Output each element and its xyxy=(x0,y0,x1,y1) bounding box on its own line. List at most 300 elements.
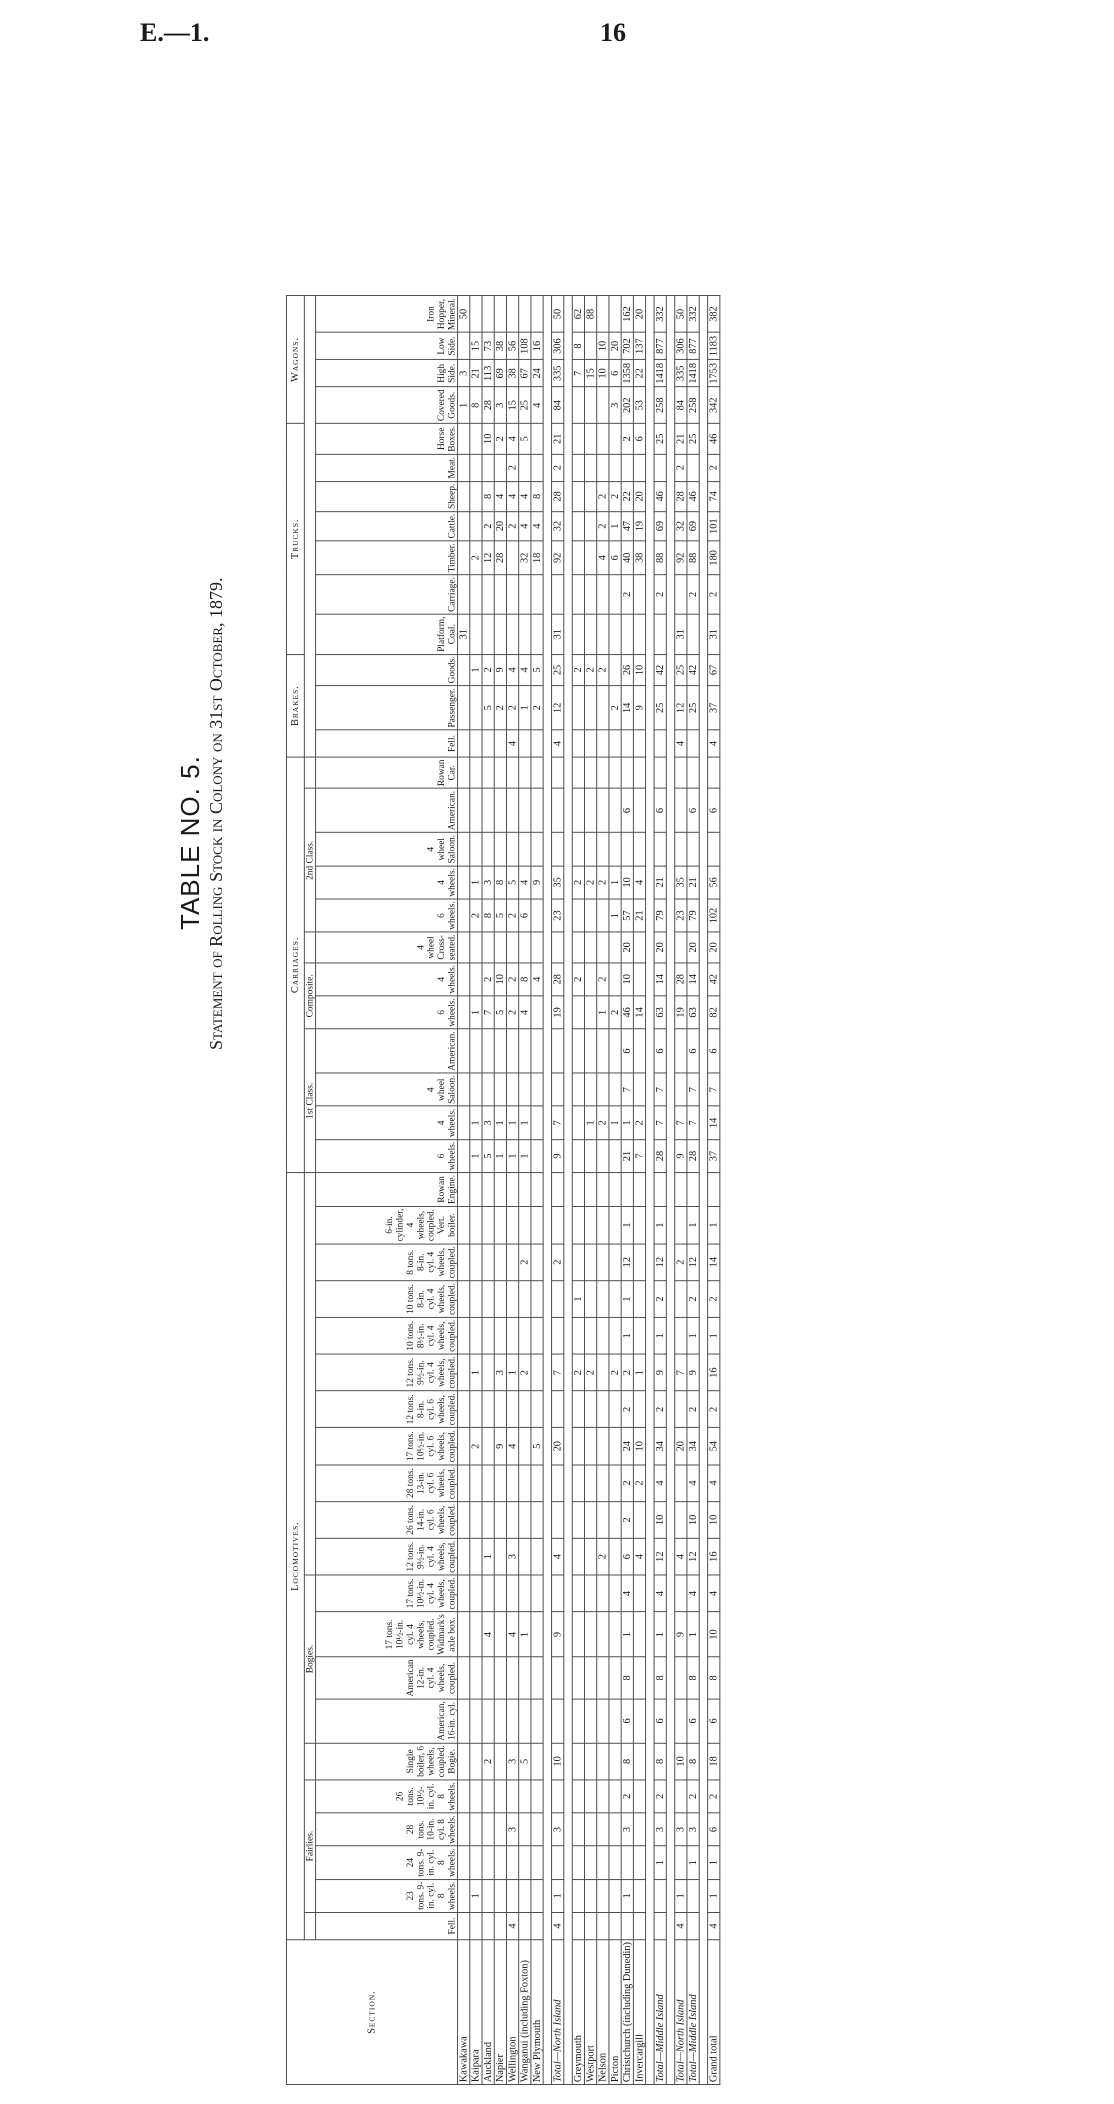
value-cell: 1 xyxy=(621,1317,633,1354)
value-cell xyxy=(584,511,596,541)
value-cell: 74 xyxy=(708,481,720,511)
value-cell: 6 xyxy=(609,360,621,387)
value-cell: 67 xyxy=(519,360,531,387)
value-cell xyxy=(458,654,470,686)
value-cell: 702 xyxy=(621,332,633,359)
value-cell xyxy=(552,1281,564,1318)
table-row xyxy=(519,296,531,2085)
value-cell xyxy=(531,996,543,1029)
value-cell xyxy=(552,1206,564,1243)
value-cell: 62 xyxy=(572,296,584,333)
value-cell: 3 xyxy=(458,360,470,387)
value-cell xyxy=(609,1029,621,1073)
value-cell xyxy=(584,1699,596,1743)
value-cell xyxy=(482,1575,494,1612)
value-cell xyxy=(609,1391,621,1428)
value-cell: 8 xyxy=(621,1657,633,1699)
value-cell: 4 xyxy=(708,1575,720,1612)
value-cell xyxy=(572,1780,584,1813)
value-cell xyxy=(609,1139,621,1172)
value-cell: 2 xyxy=(552,454,564,481)
value-cell: 16 xyxy=(531,332,543,359)
value-cell xyxy=(531,1657,543,1699)
value-cell xyxy=(572,1657,584,1699)
value-cell: 1 xyxy=(506,1354,518,1391)
value-cell: 3 xyxy=(506,1538,518,1575)
value-cell xyxy=(519,1846,531,1879)
value-cell: 1 xyxy=(506,1139,518,1172)
value-cell: 1 xyxy=(519,1106,531,1139)
value-cell: 258 xyxy=(654,387,666,424)
value-cell xyxy=(675,1173,687,1207)
value-cell xyxy=(482,1780,494,1813)
value-cell xyxy=(609,1743,621,1780)
value-cell xyxy=(597,1879,609,1912)
value-cell xyxy=(597,1743,609,1780)
value-cell xyxy=(597,614,609,654)
section-name: Total—Middle Island xyxy=(654,1940,666,2085)
value-cell: 15 xyxy=(506,387,518,424)
value-cell: 342 xyxy=(708,387,720,424)
value-cell: 9 xyxy=(675,1612,687,1657)
value-cell xyxy=(584,686,596,730)
value-cell: 31 xyxy=(675,614,687,654)
value-cell: 1 xyxy=(519,686,531,730)
value-cell: 2 xyxy=(494,424,506,455)
value-cell xyxy=(609,614,621,654)
value-cell xyxy=(584,1428,596,1465)
value-cell xyxy=(597,1391,609,1428)
value-cell: 1 xyxy=(470,1106,482,1139)
value-cell: 20 xyxy=(633,296,645,333)
value-cell: 1 xyxy=(506,1106,518,1139)
value-cell xyxy=(531,1813,543,1846)
value-cell: 2 xyxy=(654,1780,666,1813)
value-cell xyxy=(494,730,506,757)
value-cell: 4 xyxy=(506,1612,518,1657)
value-cell xyxy=(552,757,564,788)
value-cell xyxy=(687,1173,699,1207)
value-cell: 8 xyxy=(482,899,494,932)
value-cell xyxy=(584,1813,596,1846)
value-cell: 9 xyxy=(687,1354,699,1391)
value-cell: 4 xyxy=(621,1575,633,1612)
value-cell xyxy=(597,424,609,455)
value-cell: 102 xyxy=(708,899,720,932)
value-cell xyxy=(506,1780,518,1813)
value-cell xyxy=(609,789,621,833)
value-cell xyxy=(458,1501,470,1538)
value-cell: 5 xyxy=(519,1743,531,1780)
value-cell xyxy=(470,789,482,833)
value-cell: 8 xyxy=(687,1743,699,1780)
column-header: 4 wheel Saloon. xyxy=(316,833,458,866)
value-cell xyxy=(597,1465,609,1502)
value-cell xyxy=(621,1173,633,1207)
value-cell: 50 xyxy=(675,296,687,333)
value-cell xyxy=(506,1657,518,1699)
value-cell xyxy=(482,1465,494,1502)
value-cell: 3 xyxy=(621,1813,633,1846)
table-row xyxy=(609,296,621,2085)
value-cell xyxy=(458,1743,470,1780)
value-cell: 1 xyxy=(494,1139,506,1172)
value-cell xyxy=(572,833,584,866)
value-cell xyxy=(609,1780,621,1813)
value-cell: 101 xyxy=(708,511,720,541)
value-cell xyxy=(552,1657,564,1699)
value-cell: 46 xyxy=(687,481,699,511)
value-cell: 21 xyxy=(675,424,687,455)
value-cell: 6 xyxy=(708,1813,720,1846)
value-cell xyxy=(494,932,506,963)
value-cell xyxy=(519,575,531,614)
value-cell: 92 xyxy=(552,541,564,575)
section-name: Napier xyxy=(494,1940,506,2085)
value-cell xyxy=(597,730,609,757)
value-cell: 8 xyxy=(470,387,482,424)
value-cell: 1 xyxy=(654,1317,666,1354)
column-header: 4 wheels. xyxy=(316,866,458,899)
value-cell: 2 xyxy=(597,654,609,686)
value-cell xyxy=(584,387,596,424)
value-cell: 2 xyxy=(482,654,494,686)
value-cell xyxy=(609,296,621,333)
value-cell: 1 xyxy=(470,866,482,899)
value-cell xyxy=(482,1813,494,1846)
value-cell: 4 xyxy=(708,1465,720,1502)
value-cell xyxy=(552,932,564,963)
value-cell: 42 xyxy=(708,963,720,996)
value-cell xyxy=(531,1173,543,1207)
value-cell xyxy=(572,614,584,654)
value-cell xyxy=(470,296,482,333)
value-cell xyxy=(572,686,584,730)
value-cell xyxy=(552,1173,564,1207)
value-cell: 63 xyxy=(654,996,666,1029)
value-cell xyxy=(584,1612,596,1657)
value-cell: 7 xyxy=(572,360,584,387)
value-cell: 8 xyxy=(572,332,584,359)
value-cell xyxy=(597,1428,609,1465)
page-number: 16 xyxy=(600,18,626,47)
value-cell: 50 xyxy=(552,296,564,333)
value-cell: 1 xyxy=(687,1317,699,1354)
value-cell xyxy=(572,1879,584,1912)
value-cell xyxy=(621,833,633,866)
value-cell: 2 xyxy=(597,481,609,511)
value-cell xyxy=(633,833,645,866)
value-cell xyxy=(470,833,482,866)
value-cell xyxy=(597,1173,609,1207)
value-cell: 57 xyxy=(621,899,633,932)
value-cell xyxy=(458,789,470,833)
value-cell xyxy=(519,1391,531,1428)
value-cell: 1418 xyxy=(687,360,699,387)
value-cell xyxy=(458,866,470,899)
value-cell: 12 xyxy=(621,1244,633,1281)
value-cell: 9 xyxy=(552,1139,564,1172)
value-cell: 2 xyxy=(597,511,609,541)
value-cell: 10 xyxy=(633,654,645,686)
value-cell: 4 xyxy=(494,481,506,511)
value-cell xyxy=(506,757,518,788)
value-cell: 2 xyxy=(506,511,518,541)
value-cell xyxy=(519,1912,531,1939)
value-cell xyxy=(458,996,470,1029)
value-cell xyxy=(572,1244,584,1281)
value-cell: 2 xyxy=(654,1281,666,1318)
value-cell xyxy=(609,1612,621,1657)
value-cell: 2 xyxy=(687,575,699,614)
value-cell xyxy=(482,1073,494,1106)
value-cell xyxy=(597,1206,609,1243)
value-cell: 19 xyxy=(552,996,564,1029)
value-cell xyxy=(470,1391,482,1428)
value-cell xyxy=(584,575,596,614)
value-cell xyxy=(458,1813,470,1846)
value-cell: 1 xyxy=(609,511,621,541)
value-cell: 2 xyxy=(621,575,633,614)
value-cell xyxy=(572,454,584,481)
value-cell: 332 xyxy=(687,296,699,333)
value-cell xyxy=(482,1657,494,1699)
value-cell: 14 xyxy=(687,963,699,996)
value-cell xyxy=(519,1657,531,1699)
value-cell xyxy=(470,1317,482,1354)
value-cell: 4 xyxy=(687,1465,699,1502)
value-cell xyxy=(506,789,518,833)
value-cell: 4 xyxy=(633,866,645,899)
value-cell: 6 xyxy=(519,899,531,932)
section-name: Nelson xyxy=(597,1940,609,2085)
value-cell xyxy=(470,932,482,963)
value-cell: 23 xyxy=(552,899,564,932)
column-header: Meat. xyxy=(316,454,458,481)
value-cell xyxy=(494,1281,506,1318)
value-cell xyxy=(572,481,584,511)
value-cell xyxy=(519,1428,531,1465)
value-cell xyxy=(531,614,543,654)
value-cell xyxy=(633,454,645,481)
value-cell: 7 xyxy=(708,1073,720,1106)
value-cell: 1 xyxy=(552,1879,564,1912)
value-cell xyxy=(494,1465,506,1502)
value-cell xyxy=(572,1428,584,1465)
value-cell: 12 xyxy=(687,1244,699,1281)
value-cell: 38 xyxy=(633,541,645,575)
section-name: Picton xyxy=(609,1940,621,2085)
value-cell xyxy=(633,1846,645,1879)
value-cell xyxy=(458,1173,470,1207)
value-cell xyxy=(519,730,531,757)
value-cell xyxy=(531,1575,543,1612)
value-cell xyxy=(621,730,633,757)
value-cell: 79 xyxy=(654,899,666,932)
value-cell xyxy=(675,932,687,963)
value-cell: 1 xyxy=(519,1139,531,1172)
value-cell: 42 xyxy=(654,654,666,686)
value-cell: 4 xyxy=(708,1912,720,1939)
value-cell xyxy=(470,1465,482,1502)
table-row xyxy=(666,296,674,2085)
column-header: 10 tons. 8-in. cyl. 4 wheels, coupled. xyxy=(316,1281,458,1318)
value-cell xyxy=(506,1699,518,1743)
value-cell xyxy=(470,1206,482,1243)
value-cell xyxy=(584,1317,596,1354)
group-header-carriages: Carriages. xyxy=(286,757,304,1172)
value-cell: 2 xyxy=(482,511,494,541)
value-cell xyxy=(506,1206,518,1243)
value-cell xyxy=(506,541,518,575)
table-row xyxy=(458,296,470,2085)
value-cell xyxy=(470,1912,482,1939)
value-cell xyxy=(482,789,494,833)
value-cell: 8 xyxy=(621,1743,633,1780)
value-cell xyxy=(584,1029,596,1073)
value-cell: 4 xyxy=(482,1612,494,1657)
value-cell xyxy=(621,614,633,654)
value-cell xyxy=(519,1317,531,1354)
value-cell: 38 xyxy=(494,332,506,359)
value-cell xyxy=(470,1743,482,1780)
value-cell xyxy=(572,1743,584,1780)
subgroup-header-fairlies: Fairlies. xyxy=(304,1780,315,1913)
value-cell xyxy=(633,1173,645,1207)
value-cell: 7 xyxy=(675,1354,687,1391)
value-cell xyxy=(470,1612,482,1657)
subgroup-blank-rest xyxy=(304,296,315,758)
value-cell: 8 xyxy=(519,963,531,996)
value-cell xyxy=(572,575,584,614)
value-cell xyxy=(458,757,470,788)
value-cell xyxy=(458,1139,470,1172)
value-cell: 108 xyxy=(519,332,531,359)
value-cell: 3 xyxy=(654,1813,666,1846)
value-cell: 2 xyxy=(470,1428,482,1465)
value-cell xyxy=(572,932,584,963)
value-cell: 9 xyxy=(494,1428,506,1465)
table-row xyxy=(506,296,518,2085)
value-cell xyxy=(597,1073,609,1106)
value-cell xyxy=(470,1699,482,1743)
value-cell: 24 xyxy=(621,1428,633,1465)
value-cell: 1 xyxy=(597,996,609,1029)
value-cell: 16 xyxy=(708,1354,720,1391)
value-cell xyxy=(482,614,494,654)
value-cell xyxy=(572,1106,584,1139)
value-cell xyxy=(675,1206,687,1243)
value-cell xyxy=(609,575,621,614)
value-cell xyxy=(531,1879,543,1912)
value-cell: 8 xyxy=(494,866,506,899)
value-cell xyxy=(506,1281,518,1318)
value-cell xyxy=(506,1244,518,1281)
value-cell xyxy=(470,1846,482,1879)
value-cell: 12 xyxy=(675,686,687,730)
value-cell: 10 xyxy=(597,332,609,359)
value-cell xyxy=(531,424,543,455)
value-cell: 1753 xyxy=(708,360,720,387)
value-cell xyxy=(609,1465,621,1502)
value-cell xyxy=(609,1657,621,1699)
value-cell xyxy=(552,1501,564,1538)
value-cell xyxy=(470,511,482,541)
value-cell: 1 xyxy=(470,654,482,686)
value-cell xyxy=(572,1206,584,1243)
value-cell: 4 xyxy=(531,511,543,541)
value-cell: 20 xyxy=(609,332,621,359)
value-cell xyxy=(584,730,596,757)
value-cell: 6 xyxy=(687,789,699,833)
value-cell xyxy=(675,1780,687,1813)
value-cell xyxy=(458,1391,470,1428)
value-cell xyxy=(633,575,645,614)
value-cell xyxy=(609,1281,621,1318)
value-cell: 2 xyxy=(572,963,584,996)
value-cell xyxy=(506,932,518,963)
value-cell: 31 xyxy=(458,614,470,654)
value-cell: 3 xyxy=(687,1813,699,1846)
value-cell: 5 xyxy=(482,686,494,730)
value-cell xyxy=(584,932,596,963)
value-cell xyxy=(572,1391,584,1428)
column-header: 28 tons. 13-in. cyl. 6 wheels, coupled. xyxy=(316,1465,458,1502)
value-cell xyxy=(531,757,543,788)
value-cell xyxy=(531,1206,543,1243)
value-cell: 2 xyxy=(482,963,494,996)
value-cell xyxy=(470,1029,482,1073)
value-cell xyxy=(494,1206,506,1243)
value-cell: 9 xyxy=(633,686,645,730)
value-cell xyxy=(506,614,518,654)
value-cell: 1 xyxy=(470,1354,482,1391)
value-cell xyxy=(609,833,621,866)
value-cell: 20 xyxy=(494,511,506,541)
value-cell xyxy=(584,614,596,654)
value-cell: 20 xyxy=(675,1428,687,1465)
value-cell xyxy=(584,1846,596,1879)
value-cell xyxy=(519,454,531,481)
table-row xyxy=(646,296,654,2085)
value-cell xyxy=(470,1173,482,1207)
value-cell: 14 xyxy=(621,686,633,730)
value-cell xyxy=(633,932,645,963)
value-cell: 53 xyxy=(633,387,645,424)
value-cell xyxy=(572,541,584,575)
value-cell xyxy=(531,1106,543,1139)
table-row xyxy=(470,296,482,2085)
value-cell: 42 xyxy=(687,654,699,686)
value-cell: 1 xyxy=(687,1612,699,1657)
value-cell: 4 xyxy=(687,1575,699,1612)
value-cell: 46 xyxy=(708,424,720,455)
value-cell: 7 xyxy=(687,1073,699,1106)
value-cell: 4 xyxy=(633,1538,645,1575)
value-cell: 4 xyxy=(531,963,543,996)
value-cell xyxy=(584,1501,596,1538)
value-cell xyxy=(654,454,666,481)
value-cell: 21 xyxy=(654,866,666,899)
value-cell xyxy=(531,1846,543,1879)
value-cell xyxy=(687,833,699,866)
value-cell xyxy=(633,1743,645,1780)
value-cell xyxy=(506,1575,518,1612)
value-cell xyxy=(584,332,596,359)
table-row xyxy=(633,296,645,2085)
value-cell: 2 xyxy=(708,575,720,614)
value-cell: 28 xyxy=(552,963,564,996)
